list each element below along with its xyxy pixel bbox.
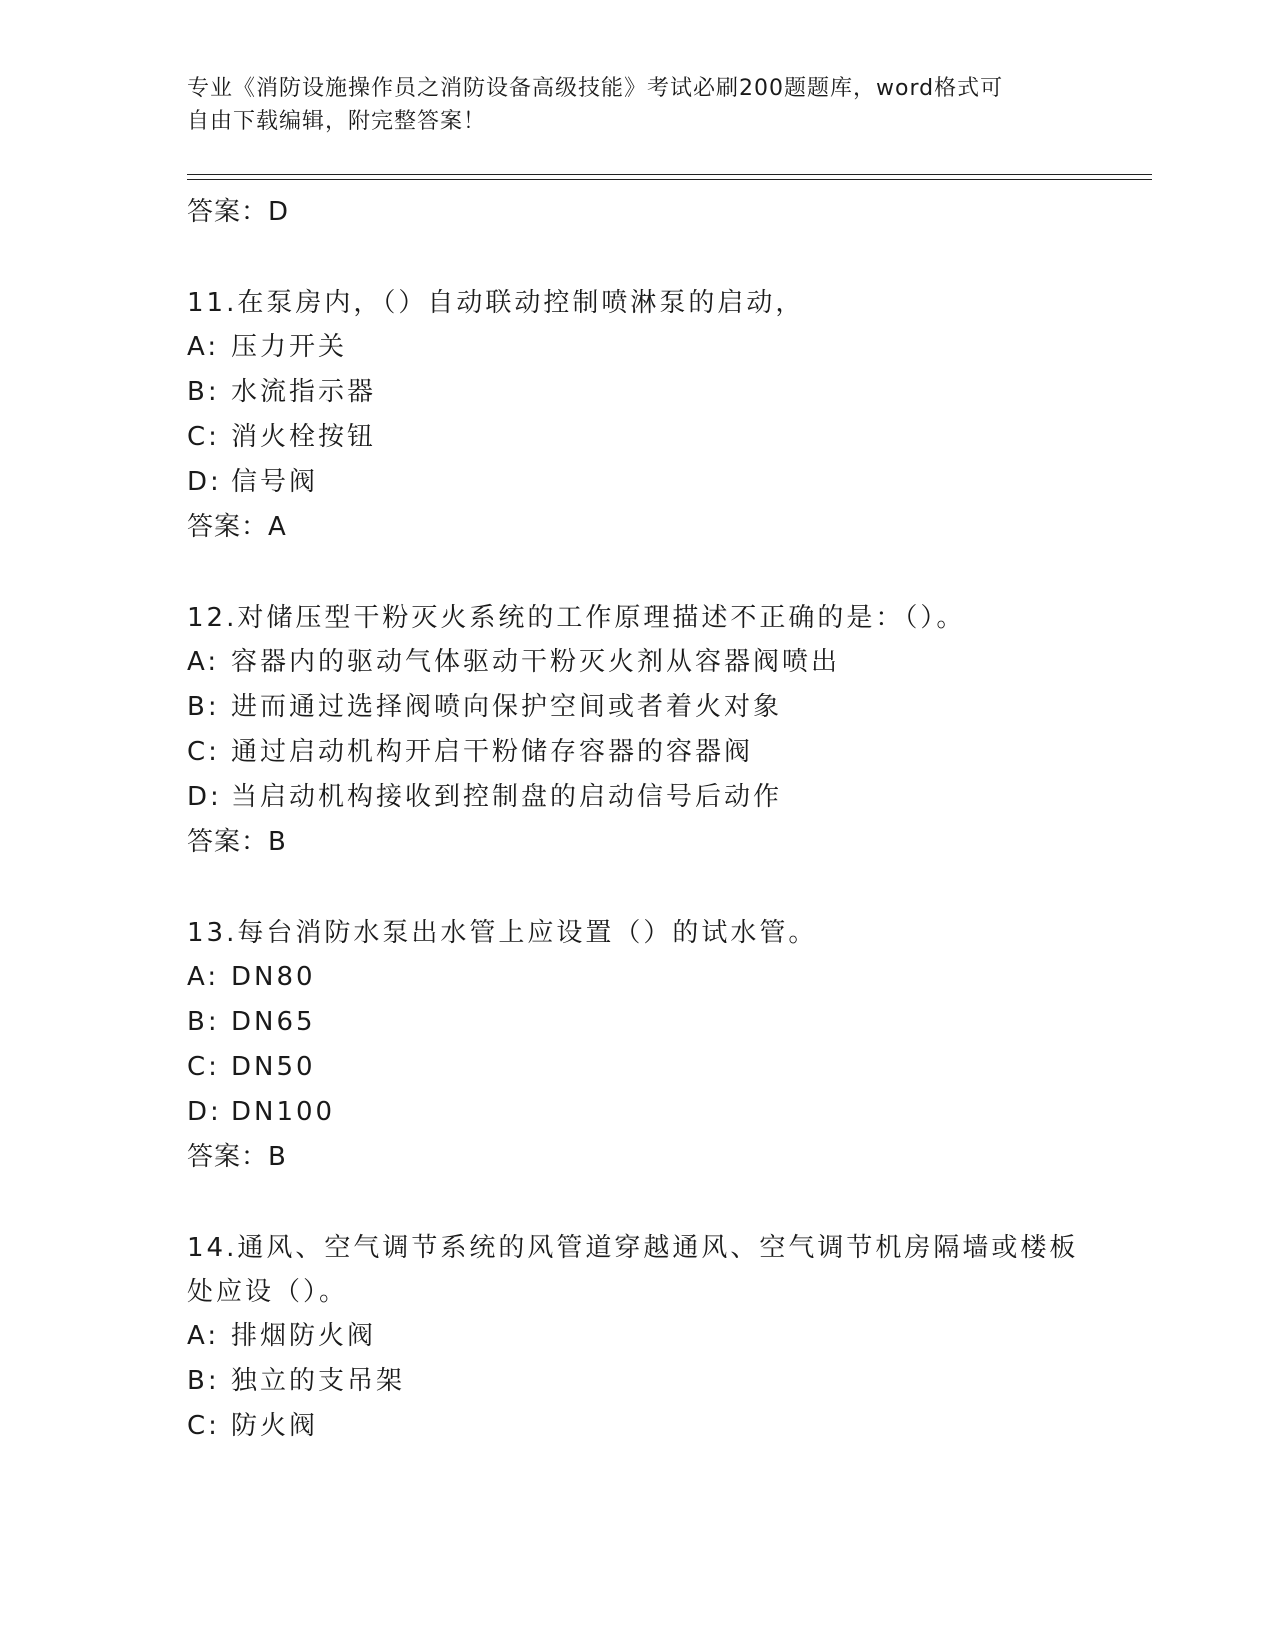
option-text: 压力开关 [231, 332, 348, 362]
question-text: 14.通风、空气调节系统的风管道穿越通风、空气调节机房隔墙或楼板处应设（）。 [187, 1233, 1079, 1307]
option-letter: C: [187, 1411, 220, 1441]
option-letter: C: [187, 422, 220, 452]
option-letter: A: [187, 332, 220, 362]
option-letter: B: [187, 377, 220, 407]
option-b [187, 685, 1087, 730]
option-text: DN50 [231, 1052, 316, 1082]
option-text: 独立的支吊架 [231, 1366, 406, 1396]
option-b [187, 1359, 1087, 1404]
option-letter: C: [187, 737, 220, 767]
option-b [187, 370, 1087, 415]
option-c [187, 1404, 1087, 1449]
option-letter: D: [187, 467, 222, 497]
question-text: 11.在泵房内，（）自动联动控制喷淋泵的启动， [187, 288, 805, 318]
option-text: DN80 [231, 962, 316, 992]
option-a [187, 325, 1087, 370]
question-11 [187, 281, 1087, 549]
option-text: 排烟防火阀 [231, 1321, 377, 1351]
option-text: 水流指示器 [231, 377, 377, 407]
header-divider [187, 174, 1152, 180]
option-letter: A: [187, 1321, 220, 1351]
question-text: 12.对储压型干粉灭火系统的工作原理描述不正确的是：（）。 [187, 603, 966, 633]
option-text: 进而通过选择阀喷向保护空间或者着火对象 [231, 692, 783, 722]
option-letter: B: [187, 1366, 220, 1396]
document-header-line-1: 专业《消防设施操作员之消防设备高级技能》考试必刷200题题库，word格式可 [187, 76, 1004, 101]
option-b [187, 1000, 1087, 1045]
question-12 [187, 596, 1087, 864]
document-header-line-2: 自由下载编辑，附完整答案！ [187, 109, 487, 134]
option-letter: B: [187, 692, 220, 722]
option-d [187, 460, 1087, 505]
option-text: 防火阀 [231, 1411, 319, 1441]
option-text: 消火栓按钮 [231, 422, 377, 452]
option-letter: D: [187, 782, 222, 812]
answer: 答案：B [187, 827, 287, 857]
option-text: 当启动机构接收到控制盘的启动信号后动作 [231, 782, 783, 812]
option-a [187, 640, 1087, 685]
option-letter: A: [187, 647, 220, 677]
option-letter: A: [187, 962, 220, 992]
option-text: 容器内的驱动气体驱动干粉灭火剂从容器阀喷出 [231, 647, 841, 677]
option-letter: D: [187, 1097, 222, 1127]
option-text: DN65 [231, 1007, 316, 1037]
option-c [187, 1045, 1087, 1090]
document-page [187, 72, 1087, 1449]
option-letter: C: [187, 1052, 220, 1082]
question-13 [187, 911, 1087, 1179]
option-d [187, 775, 1087, 820]
option-c [187, 415, 1087, 460]
option-text: 信号阀 [231, 467, 319, 497]
answer-previous: 答案：D [187, 197, 290, 227]
option-a [187, 1314, 1087, 1359]
option-text: DN100 [231, 1097, 336, 1127]
option-d [187, 1090, 1087, 1135]
option-letter: B: [187, 1007, 220, 1037]
option-a [187, 955, 1087, 1000]
question-text: 13.每台消防水泵出水管上应设置（）的试水管。 [187, 918, 818, 948]
question-14 [187, 1226, 1087, 1449]
option-text: 通过启动机构开启干粉储存容器的容器阀 [231, 737, 754, 767]
option-c [187, 730, 1087, 775]
answer: 答案：B [187, 1142, 287, 1172]
answer: 答案：A [187, 512, 287, 542]
